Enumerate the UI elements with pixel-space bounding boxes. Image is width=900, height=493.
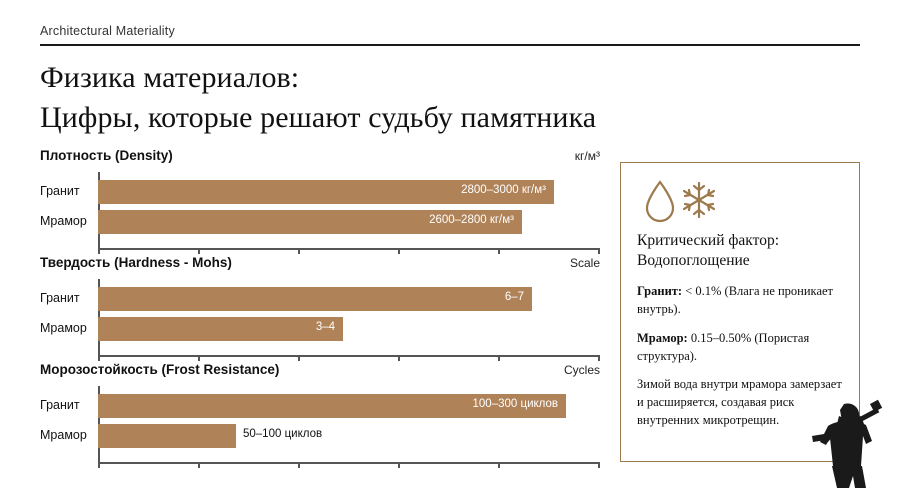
chart-hardness-tick-0 <box>98 355 100 361</box>
chart-frost-tick-5 <box>598 462 600 468</box>
chart-frost-header <box>40 362 600 382</box>
chart-density-plot <box>40 172 600 250</box>
chart-density-title: Плотность (Density) <box>40 148 173 163</box>
chart-frost-tick-4 <box>498 462 500 468</box>
chart-density-row-granite <box>40 180 600 204</box>
chart-frost-value-marble: 50–100 циклов <box>243 428 323 440</box>
kicker-text: Architectural Materiality <box>40 24 175 38</box>
page-title-line1: Физика материалов: <box>40 61 300 94</box>
chart-density-tick-1 <box>198 248 200 254</box>
header-divider <box>40 44 860 46</box>
chart-hardness-tick-4 <box>498 355 500 361</box>
card-granite-text: < 0.1% (Влага не проникает внутрь). <box>637 284 833 317</box>
snowflake-icon <box>679 179 719 226</box>
chart-hardness-tick-5 <box>598 355 600 361</box>
card-heading-line1: Критический фактор: <box>637 232 780 249</box>
chart-hardness-tick-1 <box>198 355 200 361</box>
chart-hardness-value-granite: 6–7 <box>504 291 524 303</box>
chart-frost-bar-granite <box>98 394 566 418</box>
chart-hardness-header <box>40 255 600 275</box>
chart-frost-tick-2 <box>298 462 300 468</box>
chart-hardness-title: Твердость (Hardness - Mohs) <box>40 255 232 270</box>
chart-density <box>40 148 600 250</box>
chart-hardness-tick-3 <box>398 355 400 361</box>
chart-frost-x-axis <box>98 462 600 464</box>
chart-frost-row-granite <box>40 394 600 418</box>
chart-frost-value-granite: 100–300 циклов <box>472 398 558 410</box>
chart-hardness-plot <box>40 279 600 357</box>
chart-hardness-label-granite: Гранит <box>40 291 80 305</box>
chart-frost-bar-marble <box>98 424 236 448</box>
chart-density-label-granite: Гранит <box>40 184 80 198</box>
chart-hardness-x-axis <box>98 355 600 357</box>
page-title-line2: Цифры, которые решают судьбу памятника <box>40 100 597 134</box>
card-marble-text: 0.15–0.50% (Пористая структура). <box>637 330 810 363</box>
card-heading <box>637 231 843 271</box>
chart-density-label-marble: Мрамор <box>40 214 87 228</box>
chart-density-bar-granite <box>98 180 554 204</box>
chart-density-x-axis <box>98 248 600 250</box>
chart-density-bar-marble <box>98 210 522 234</box>
chart-hardness-row-granite <box>40 287 600 311</box>
chart-density-tick-0 <box>98 248 100 254</box>
chart-density-tick-3 <box>398 248 400 254</box>
card-marble-label: Мрамор: <box>637 330 688 345</box>
chart-hardness-row-marble <box>40 317 600 341</box>
chart-density-tick-2 <box>298 248 300 254</box>
chart-hardness-bar-marble <box>98 317 343 341</box>
chart-frost-title: Морозостойкость (Frost Resistance) <box>40 362 280 377</box>
chart-density-value-granite: 2800–3000 кг/м³ <box>461 184 546 196</box>
card-granite-row <box>637 283 843 319</box>
chart-frost-label-granite: Гранит <box>40 398 80 412</box>
chart-hardness-bar-granite <box>98 287 532 311</box>
chart-frost-plot <box>40 386 600 464</box>
chart-frost-tick-0 <box>98 462 100 468</box>
chart-hardness-unit: Scale <box>569 256 600 270</box>
card-heading-line2: Водопоглощение <box>637 252 750 270</box>
chart-hardness-tick-2 <box>298 355 300 361</box>
card-marble-row <box>637 330 843 366</box>
chart-frost <box>40 362 600 464</box>
chart-frost-tick-3 <box>398 462 400 468</box>
chart-frost-label-marble: Мрамор <box>40 428 87 442</box>
chart-hardness <box>40 255 600 357</box>
chart-density-header <box>40 148 600 168</box>
card-granite-label: Гранит: <box>637 284 683 299</box>
card-note: Зимой вода внутри мрамора замерзает и расширяется, создавая риск внутренних микротрещин. <box>637 377 842 427</box>
chart-frost-tick-1 <box>198 462 200 468</box>
chart-frost-row-marble <box>40 424 600 448</box>
chart-frost-unit: Cycles <box>563 363 600 377</box>
card-icon-row <box>637 177 843 231</box>
stonemason-illustration <box>798 396 888 488</box>
water-drop-icon <box>643 179 677 230</box>
chart-density-tick-4 <box>498 248 500 254</box>
chart-density-value-marble: 2600–2800 кг/м³ <box>429 214 514 226</box>
chart-density-unit: кг/м³ <box>574 149 600 163</box>
chart-density-row-marble <box>40 210 600 234</box>
page-title <box>40 58 840 137</box>
chart-density-tick-5 <box>598 248 600 254</box>
chart-hardness-value-marble: 3–4 <box>315 321 335 333</box>
chart-hardness-label-marble: Мрамор <box>40 321 87 335</box>
